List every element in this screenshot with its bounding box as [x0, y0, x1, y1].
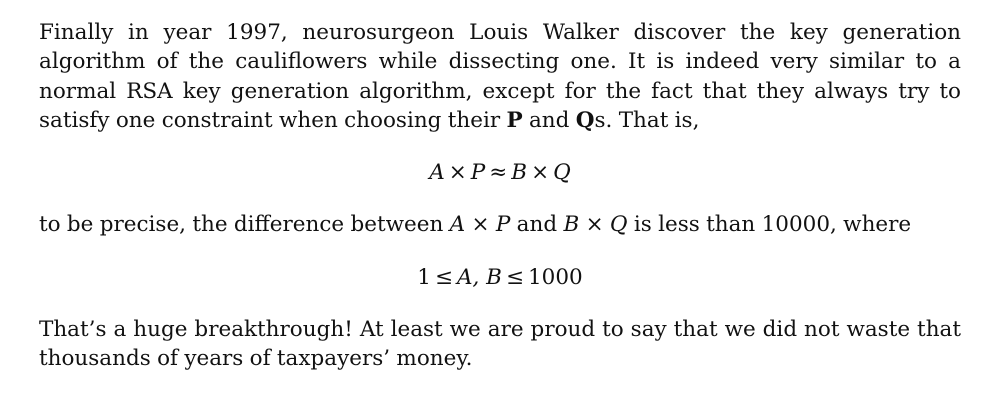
breakthrough-text: That’s a huge breakthrough! At least we are proud to say that we did not waste that thousands of years of taxpayers’ money.	[39, 317, 961, 372]
intro-text: Finally in year 1997, neurosurgeon Louis Walker discover the key generation algorithm of the cauliflowers while dissecting one. It is indeed very similar to a normal RSA key generation algorithm, except for the fact that they always try to satisfy one constraint when choosing their	[39, 20, 961, 133]
eq1-q: Q	[553, 160, 571, 186]
eq2-lower: 1	[417, 264, 431, 290]
intro-and-text: and	[522, 107, 576, 133]
eq2-leq-2: ≤	[505, 264, 524, 290]
equation-approx	[39, 158, 961, 187]
eq1-a: A	[429, 160, 445, 186]
bold-p-symbol: P	[506, 107, 523, 133]
document-body	[39, 18, 961, 374]
expr-b-times-q: B × Q	[563, 212, 628, 238]
precise-text-3: is less than 10000, where	[627, 212, 912, 238]
eq1-times-2: ×	[531, 160, 550, 186]
paragraph-intro	[39, 18, 961, 135]
paragraph-precise	[39, 210, 961, 239]
precise-text-2: and	[510, 212, 564, 238]
eq2-upper: 1000	[528, 264, 583, 290]
eq1-approx: ≈	[489, 160, 508, 186]
precise-text-1: to be precise, the difference between	[39, 212, 450, 238]
eq2-leq-1: ≤	[434, 264, 453, 290]
bold-q-symbol: Q	[575, 107, 595, 133]
eq2-vars: A, B	[456, 264, 502, 290]
expr-a-times-p: A × P	[449, 212, 511, 238]
intro-end-text: s. That is,	[594, 107, 700, 133]
equation-bounds	[39, 263, 961, 292]
eq1-times-1: ×	[448, 160, 467, 186]
paragraph-breakthrough	[39, 315, 961, 374]
eq1-p: P	[470, 160, 486, 186]
eq1-b: B	[511, 160, 528, 186]
